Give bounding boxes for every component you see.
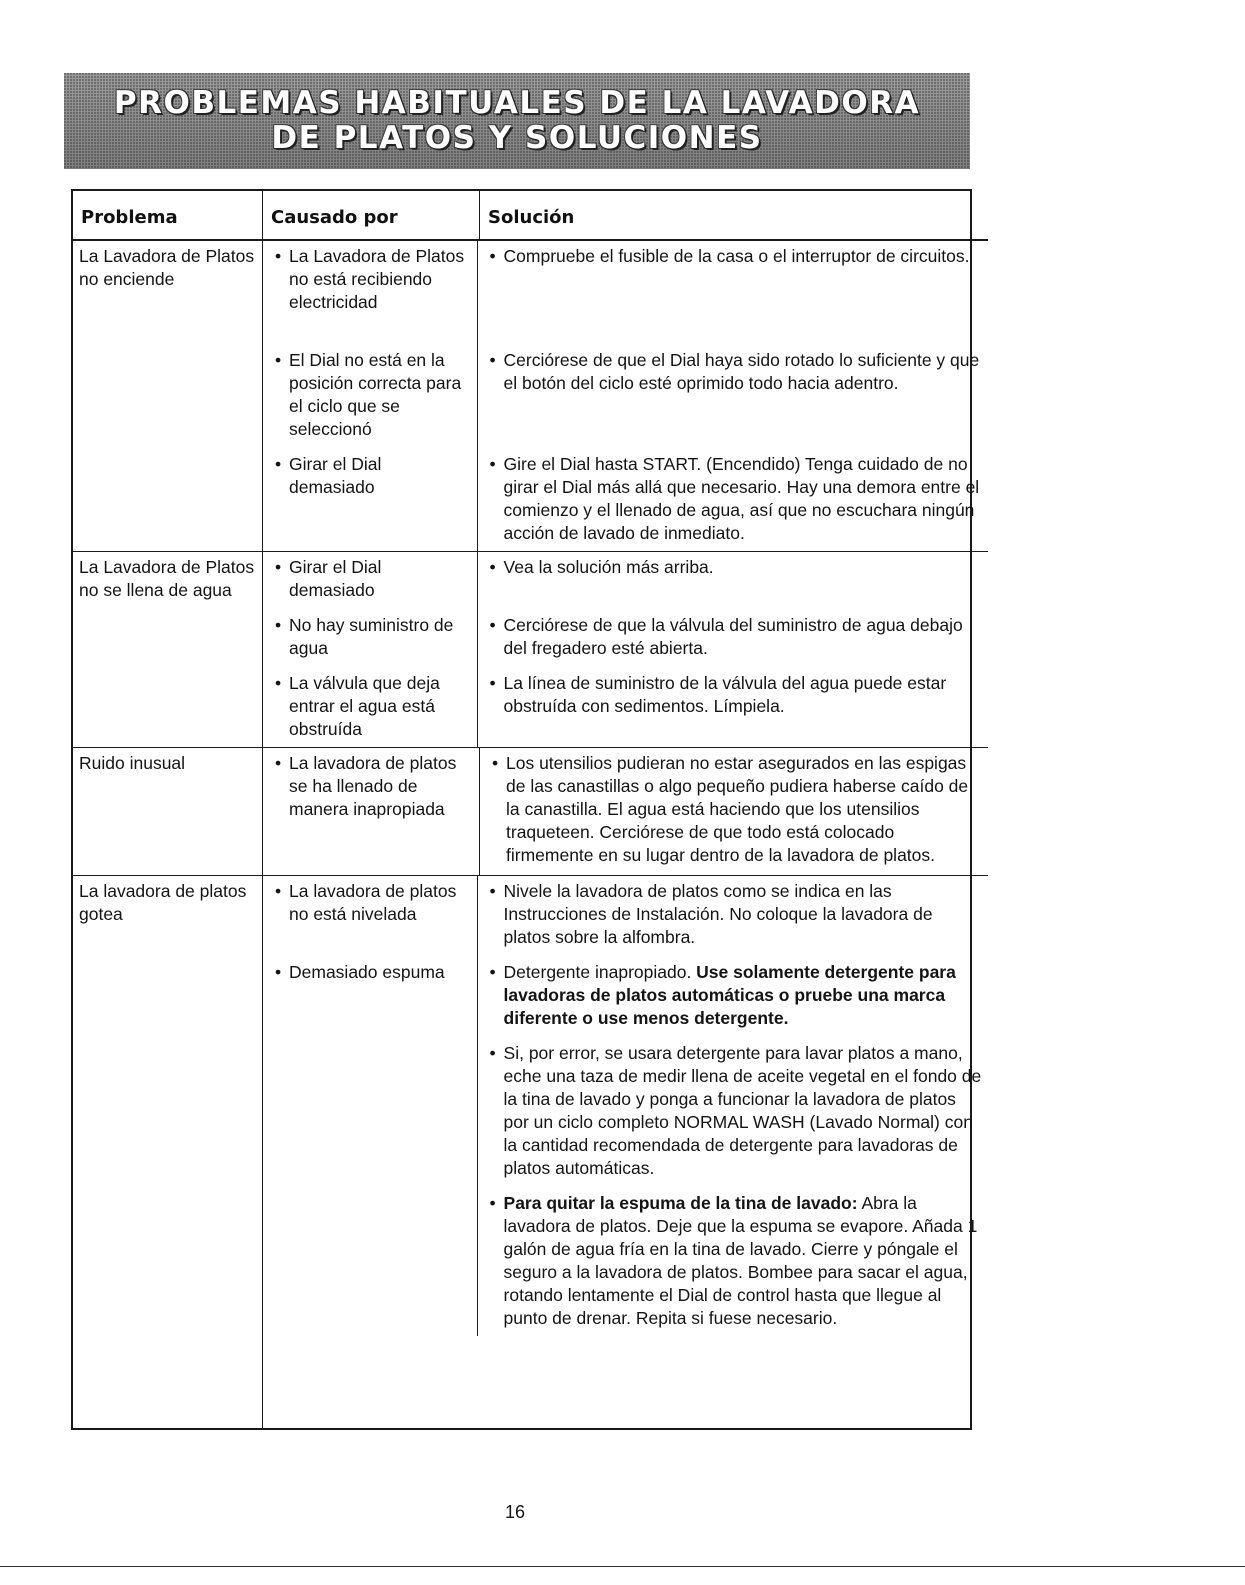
cause-solution-cell bbox=[263, 876, 989, 1429]
solution-item: • Cerciórese de que la válvula del suministro de agua debajo del fregadero esté abierta. bbox=[484, 614, 982, 660]
table-row bbox=[73, 240, 988, 552]
cause-item: • La válvula que deja entrar el agua está obstruída bbox=[269, 672, 471, 741]
solution-item: • Detergente inapropiado. Use solamente detergente para lavadoras de platos automáticas o pruebe una marca diferente o use menos detergente. bbox=[484, 961, 982, 1030]
solution-item: • Para quitar la espuma de la tina de lavado: Abra la lavadora de platos. Deje que la espuma se evapore. Añada 1 galón de agua fría en la tina de lavado. Cierre y póngale el seguro a la lavadora de platos. Bombee para sacar el agua, rotando lentamente el Dial de control hasta que llegue al punto de drenar. Repita si fuese necesario. bbox=[484, 1192, 982, 1330]
table-row bbox=[73, 876, 988, 1429]
problem-cell: La lavadora de platos gotea bbox=[73, 876, 263, 1429]
problem-cell: Ruido inusual bbox=[73, 748, 263, 876]
header-problem: Problema bbox=[73, 191, 263, 240]
cause-solution-cell bbox=[263, 552, 989, 748]
solution-item: • Los utensilios pudieran no estar asegurados en las espigas de las canastillas o algo pequeño pudiera haberse caído de la canastilla. El agua está haciendo que los utensilios traqueteen. Cerciórese de que todo está colocado firmemente en su lugar dentro de la lavadora de platos. bbox=[486, 752, 982, 867]
problem-cell: La Lavadora de Platos no enciende bbox=[73, 240, 263, 552]
problem-cell: La Lavadora de Platos no se llena de agua bbox=[73, 552, 263, 748]
solution-item: • Nivele la lavadora de platos como se indica en las Instrucciones de Instalación. No coloque la lavadora de platos sobre la alfombra. bbox=[484, 880, 982, 949]
cause-solution-cell bbox=[263, 240, 989, 552]
cause-item: • Demasiado espuma bbox=[269, 961, 471, 984]
solution-item: • Compruebe el fusible de la casa o el interruptor de circuitos. bbox=[484, 245, 982, 337]
cause-item: • No hay suministro de agua bbox=[269, 614, 471, 660]
bottom-rule bbox=[0, 1566, 1245, 1567]
cause-item: • El Dial no está en la posición correcta para el ciclo que se seleccionó bbox=[269, 349, 471, 441]
cause-item: • La lavadora de platos se ha llenado de manera inapropiada bbox=[269, 752, 473, 821]
cause-item: • La Lavadora de Platos no está recibiendo electricidad bbox=[269, 245, 471, 337]
page-title: PROBLEMAS HABITUALES DE LA LAVADORA DE PLATOS Y SOLUCIONES bbox=[113, 85, 921, 156]
cause-item: • Girar el Dial demasiado bbox=[269, 556, 471, 602]
header-solution: Solución bbox=[480, 191, 989, 240]
solution-item: • Vea la solución más arriba. bbox=[484, 556, 982, 602]
table-row bbox=[73, 748, 988, 876]
title-banner bbox=[64, 73, 970, 169]
solution-item: • Cerciórese de que el Dial haya sido rotado lo suficiente y que el botón del ciclo esté oprimido todo hacia adentro. bbox=[484, 349, 982, 441]
cause-item: • La lavadora de platos no está nivelada bbox=[269, 880, 471, 949]
solution-item: • Gire el Dial hasta START. (Encendido) Tenga cuidado de no girar el Dial más allá que necesario. Hay una demora entre el comienzo y el llenado de agua, así que no escuchara ningún acción de lavado de inmediato. bbox=[484, 453, 982, 545]
troubleshooting-table bbox=[71, 189, 982, 1430]
table-row bbox=[73, 552, 988, 748]
cause-item: • Girar el Dial demasiado bbox=[269, 453, 471, 499]
table-header-row bbox=[73, 191, 988, 240]
solution-item: • La línea de suministro de la válvula del agua puede estar obstruída con sedimentos. Límpiela. bbox=[484, 672, 982, 718]
header-cause: Causado por bbox=[263, 191, 480, 240]
solution-item: • Si, por error, se usara detergente para lavar platos a mano, eche una taza de medir llena de aceite vegetal en el fondo de la tina de lavado y ponga a funcionar la lavadora de platos por un ciclo completo NORMAL WASH (Lavado Normal) con la cantidad recomendada de detergente para lavadoras de platos automáticas. bbox=[484, 1042, 982, 1180]
page-number: 16 bbox=[504, 1502, 526, 1522]
